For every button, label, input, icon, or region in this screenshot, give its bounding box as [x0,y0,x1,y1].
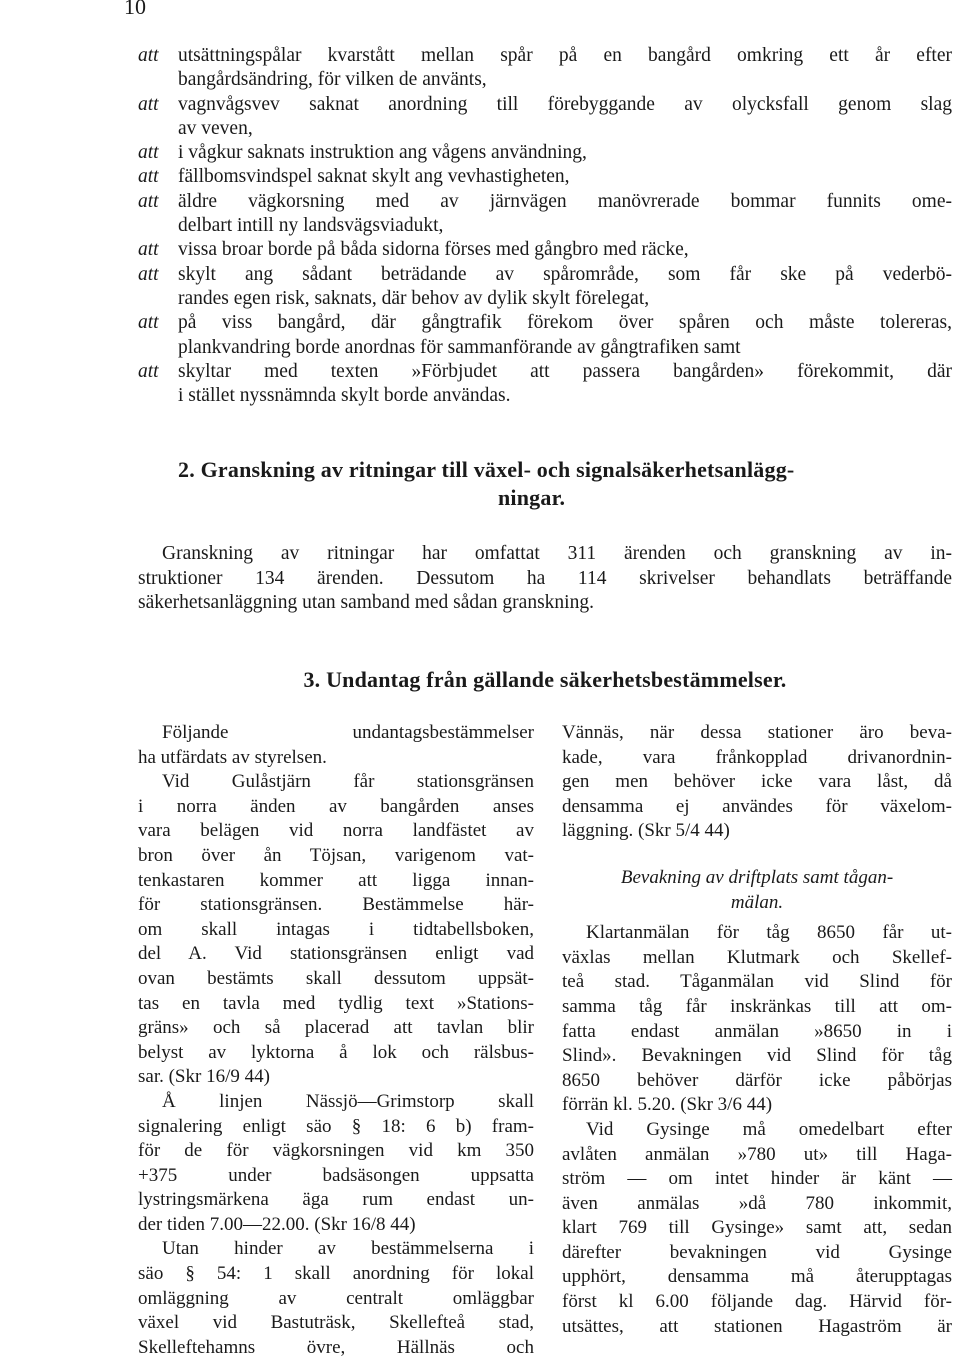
section-2-line: säkerhetsanläggning utan samband med sådan granskning. [138,592,594,613]
right-column-line: 8650 behöver därför icke påbörjas [562,1069,952,1091]
att-item-line: i vågkur saknats instruktion ang vågens användning, [178,142,587,164]
section-2-heading-line-1: 2. Granskning av ritningar till växel- och signalsäkerhetsanlägg- [178,457,795,482]
att-prefix: att [138,239,159,261]
right-column-line: teå stad. Tåganmälan vid Slind för [562,971,952,993]
left-column-line: bron över ån Töjsan, varigenom vat- [138,844,534,866]
left-column-line: om skall intagas i tidtabellsboken, [138,918,534,940]
att-item [138,93,952,142]
att-item-line: av veven, [178,117,253,139]
right-column-line: klart 769 till Gysinge» samt att, sedan [562,1217,952,1239]
att-item-line: vagnvågsvev saknat anordning till förebyggande av olycksfall genom slag [178,93,952,115]
left-column-line: säo § 54: 1 skall anordning för lokal [138,1263,534,1285]
right-column-line: växlas mellan Klutmark och Skellef- [562,946,952,968]
left-column-line: der tiden 7.00—22.00. (Skr 16/8 44) [138,1213,416,1235]
right-column-line: avlåten anmälan »780 ut» till Haga- [562,1143,952,1165]
left-column-line: vara belägen vid norra landfästet av [138,820,534,842]
att-item [138,263,952,312]
left-column-line: Utan hinder av bestämmelserna i [162,1238,534,1260]
att-item-line: äldre vägkorsning med av järnvägen manövrerade bommar funnits ome- [178,190,952,212]
left-column-line: för de för vägkorsningen vid km 350 [138,1140,534,1162]
att-prefix: att [138,312,159,334]
left-column-line: Skelleftehamns övre, Hällnäs och [138,1336,534,1358]
left-column [138,721,534,1360]
left-column-line: gräns» och så placerad att tavlan blir [138,1017,534,1039]
att-item [138,141,952,165]
att-item-line: plankvandring borde anordnas för sammanförande av gångtrafiken samt [178,336,741,358]
right-column-line: läggning. (Skr 5/4 44) [562,820,730,842]
att-item [138,44,952,93]
att-prefix: att [138,190,159,212]
att-prefix: att [138,45,159,66]
right-column-line: kade, vara frånkopplad drivanordnin- [562,746,952,768]
left-column-line: för stationsgränsen. Bestämmelse här- [138,894,534,916]
att-item-line: delbart intill ny landsvägsviadukt, [178,215,444,237]
section-2-paragraph [138,542,952,616]
att-item [138,190,952,239]
right-column-line: Slind». Bevakningen vid Slind för tåg [562,1045,952,1067]
left-column-line: Å linjen Nässjö—Grimstorp skall [162,1090,534,1112]
att-item-line: skylt ang sådant beträdande av spårområde, som får ske på vederbö- [178,263,952,285]
att-prefix: att [138,263,159,285]
section-2-line: Granskning av ritningar har omfattat 311 ärenden och granskning av in- [162,543,952,564]
right-column-line: gen men behöver icke vara låst, då [562,771,952,793]
right-column-line: Klartanmälan för tåg 8650 får ut- [586,922,952,944]
section-2-heading [138,456,952,512]
att-item [138,238,952,262]
left-column-line: tenkastaren kommer att ligga innan- [138,869,534,891]
left-column-line: omläggning av centralt omläggbar [138,1287,534,1309]
right-column-line: Vid Gysinge må omedelbart efter [586,1118,952,1140]
att-item-line: bangårdsändring, för vilken de använts, [178,69,487,91]
right-column-line: fatta endast anmälan »8650 in i [562,1020,952,1042]
att-item-line: fällbomsvindspel saknat skylt ang vevhastigheten, [178,166,570,188]
right-column [562,721,952,1339]
left-column-line: del A. Vid stationsgränsen enligt vad [138,943,534,965]
left-column-line: lystringsmärkena äga rum endast un- [138,1189,534,1211]
page-number: 10 [124,0,146,19]
right-column-line: samma tåg får inskränkas till att om- [562,995,952,1017]
right-column-subheading-line-1: Bevakning av driftplats samt tågan- [620,866,894,888]
right-column-subheading-line-2: mälan. [730,891,784,913]
left-column-line: Följande undantagsbestämmelser [162,722,534,743]
att-list [138,44,952,408]
left-column-line: sar. (Skr 16/9 44) [138,1066,270,1088]
att-prefix: att [138,166,159,188]
right-column-line: densamma ej användes för växelom- [562,795,952,817]
left-column-line: i norra änden av bangården anses [138,795,534,817]
right-column-line: ström — om intet hinder är känt — [562,1168,952,1190]
att-prefix: att [138,360,159,382]
att-item [138,311,952,360]
left-column-line: +375 under badsäsongen uppsatta [138,1164,534,1186]
right-column-line: Vännäs, när dessa stationer äro beva- [562,722,952,743]
section-3-heading: 3. Undantag från gällande säkerhetsbestämmelser. [303,667,787,692]
right-column-line: därefter bevakningen vid Gysinge [562,1241,952,1263]
att-item-line: i stället nyssnämnda skylt borde användas. [178,385,511,407]
att-item-line: randes egen risk, saknats, där behov av dylik skylt förelegat, [178,287,650,309]
left-column-line: ovan bestämts skall dessutom uppsät- [138,967,534,989]
right-column-line: förrän kl. 5.20. (Skr 3/6 44) [562,1094,773,1116]
left-column-line: belyst av lyktorna å lok och rälsbus- [138,1041,534,1063]
left-column-line: tas en tavla med tydlig text »Stations- [138,992,534,1014]
att-item-line: utsättningspålar kvarstått mellan spår på en bangård omkring ett år efter [178,45,952,66]
att-item [138,165,952,189]
left-column-line: ha utfärdats av styrelsen. [138,746,327,768]
right-column-line: upphört, densamma må återupptagas [562,1266,952,1288]
section-2-heading-line-2: ningar. [498,485,566,510]
right-column-line: även anmälas »då 780 inkommit, [562,1192,952,1214]
section-2-line: struktioner 134 ärenden. Dessutom ha 114 skrivelser behandlats beträffande [138,567,952,589]
right-column-line: först kl 6.00 följande dag. Härvid för- [562,1291,952,1313]
att-prefix: att [138,93,159,115]
left-column-line: signalering enligt säo § 18: 6 b) fram- [138,1115,534,1137]
left-column-line: växel vid Bastuträsk, Skellefteå stad, [138,1312,534,1334]
att-item-line: på viss bangård, där gångtrafik förekom över spåren och måste tolereras, [178,312,952,334]
right-column-line: utsättes, att stationen Hagaström är [562,1315,952,1337]
att-item [138,360,952,409]
att-item-line: skyltar med texten »Förbjudet att passera bangården» förekommit, där [178,360,952,382]
att-prefix: att [138,142,159,164]
att-item-line: vissa broar borde på båda sidorna förses med gångbro med räcke, [178,239,689,261]
left-column-line: Vid Gulåstjärn får stationsgränsen [162,771,534,793]
